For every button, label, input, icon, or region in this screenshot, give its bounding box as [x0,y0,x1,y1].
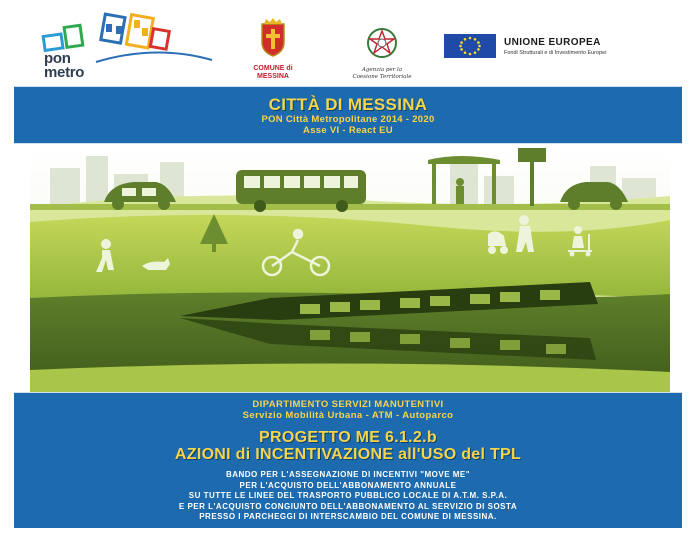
header-band [14,86,682,144]
pon-metro-wordmark: pon metro [44,50,85,81]
notice-line: E PER L'ACQUISTO CONGIUNTO DELL'ABBONAMENTO AL SERVIZIO DI SOSTA [178,501,518,511]
comune-messina-logo [238,18,308,81]
ue-subtitle: Fondi Strutturali e di Investimento Europei [504,50,607,56]
service-name: Servizio Mobilità Urbana - ATM - Autoparco [242,410,454,421]
notice-line: SU TUTTE LE LINEE DEL TRASPORTO PUBBLICO LOCALE DI A.T.M. S.P.A. [188,491,508,500]
agenzia-label: Agenzia per la Coesione Territoriale [352,67,412,80]
ue-name: UNIONE EUROPEA [504,37,601,48]
eu-flag-icon [444,34,496,58]
logo-strip [0,0,696,84]
program-subtitle: PON Città Metropolitane 2014 - 2020 [261,114,435,125]
department-name: DIPARTIMENTO SERVIZI MANUTENTIVI [252,399,444,410]
notice-line: PER L'ACQUISTO DELL'ABBONAMENTO ANNUALE [239,480,457,490]
axis-subtitle: Asse VI - React EU [303,125,393,136]
unione-europea-logo [444,34,674,60]
comune-label: COMUNE di MESSINA [253,65,293,80]
mobility-illustration [30,148,670,392]
notice-line: BANDO PER L'ASSEGNAZIONE DI INCENTIVI "MOVE ME" [225,470,471,479]
project-code: PROGETTO ME 6.1.2.b [259,429,437,446]
city-title: CITTÀ DI MESSINA [268,95,428,114]
agenzia-coesione-logo [332,26,432,81]
comune-crest-icon [256,18,290,58]
project-title: AZIONI di INCENTIVAZIONE all'USO del TPL [174,446,522,463]
notice-line: PRESSO I PARCHEGGI DI INTERSCAMBIO DEL COMUNE DI MESSINA. [199,512,497,521]
italian-emblem-icon [365,26,399,60]
project-band [14,392,682,528]
